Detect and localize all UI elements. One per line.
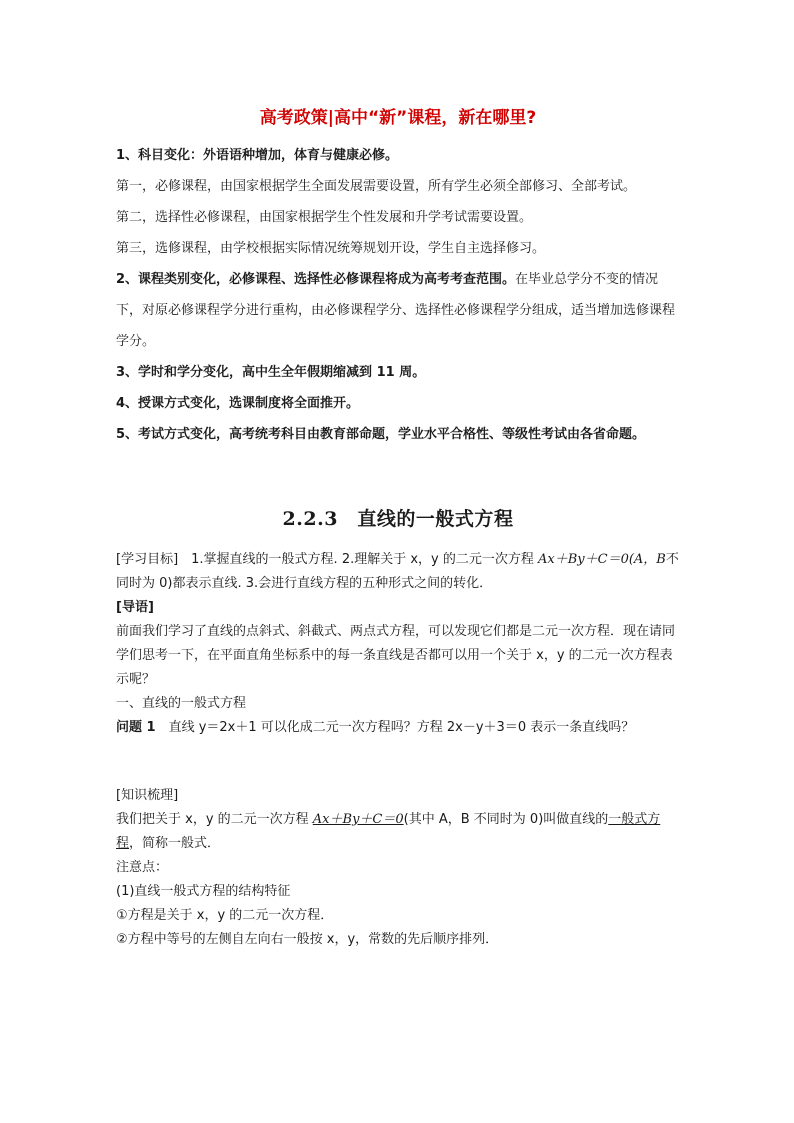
policy-item-2-body: 在毕业总学分不变的情况下，对原必修课程学分进行重构，由必修课程学分、选择性必修课程学分组成，适当增加选修课程学分。 bbox=[116, 272, 676, 349]
knowledge-text-b: (其中 A，B 不同时为 0)叫做直线的 bbox=[403, 812, 609, 827]
guide-text: 前面我们学习了直线的点斜式、斜截式、两点式方程，可以发现它们都是二元一次方程．现在请同学们思考一下，在平面直角坐标系中的每一条直线是否都可以用一个关于 x，y 的二元一次方程表示呢？ bbox=[116, 624, 676, 687]
goal-text-b: 不同时为 0)都表示直线. 3.会进行直线方程的五种形式之间的转化． bbox=[116, 552, 679, 591]
policy-third: 第三，选修课程，由学校根据实际情况统筹规划开设，学生自主选择修习。 bbox=[116, 241, 546, 256]
policy-item-3: 3、学时和学分变化，高中生全年假期缩减到 11 周。 bbox=[116, 365, 426, 380]
goal-label: [学习目标] bbox=[116, 552, 179, 567]
knowledge-text-a: 我们把关于 x，y 的二元一次方程 bbox=[116, 812, 313, 827]
page-content bbox=[116, 100, 680, 952]
answer-space bbox=[116, 740, 680, 784]
knowledge-equation: Ax＋By＋C＝0 bbox=[312, 812, 404, 827]
knowledge-term: 一般式方程 bbox=[116, 812, 661, 851]
goal-equation: Ax＋By＋C＝0(A，B bbox=[538, 552, 666, 567]
policy-first: 第一，必修课程，由国家根据学生全面发展需要设置，所有学生必须全部修习、全部考试。 bbox=[116, 179, 637, 194]
page-title: 高考政策|高中“新”课程，新在哪里? bbox=[259, 108, 537, 128]
policy-item-2 bbox=[116, 264, 680, 357]
knowledge-label: [知识梳理] bbox=[116, 788, 179, 803]
guide-label: [导语] bbox=[116, 600, 154, 615]
note-label: 注意点： bbox=[116, 860, 169, 875]
policy-item-1: 1、科目变化：外语语种增加，体育与健康必修。 bbox=[116, 148, 399, 163]
knowledge-text-c: ，简称一般式． bbox=[129, 836, 221, 851]
question-1-text: 直线 y＝2x＋1 可以化成二元一次方程吗？方程 2x－y＋3＝0 表示一条直线吗？ bbox=[155, 720, 635, 735]
note-1: (1)直线一般式方程的结构特征 bbox=[116, 884, 291, 899]
question-1-label: 问题 1 bbox=[116, 720, 156, 735]
policy-item-2-heading: 2、课程类别变化，必修课程、选择性必修课程将成为高考考查范围。 bbox=[116, 272, 516, 287]
note-1b: ②方程中等号的左侧自左向右一般按 x，y，常数的先后顺序排列． bbox=[116, 932, 499, 947]
policy-second: 第二，选择性必修课程，由国家根据学生个性发展和升学考试需要设置。 bbox=[116, 210, 533, 225]
question-1 bbox=[116, 716, 680, 740]
knowledge-text bbox=[116, 808, 680, 856]
learning-goals bbox=[116, 548, 680, 596]
goal-text-a: 1.掌握直线的一般式方程. 2.理解关于 x，y 的二元一次方程 bbox=[178, 552, 539, 567]
section-heading: 一、直线的一般式方程 bbox=[116, 696, 247, 711]
lesson-body bbox=[116, 548, 680, 952]
policy-item-5: 5、考试方式变化，高考统考科目由教育部命题，学业水平合格性、等级性考试由各省命题。 bbox=[116, 427, 646, 442]
lesson-title: 2.2.3 直线的一般式方程 bbox=[282, 508, 514, 530]
policy-item-4: 4、授课方式变化，选课制度将全面推开。 bbox=[116, 396, 360, 411]
note-1a: ①方程是关于 x，y 的二元一次方程． bbox=[116, 908, 334, 923]
